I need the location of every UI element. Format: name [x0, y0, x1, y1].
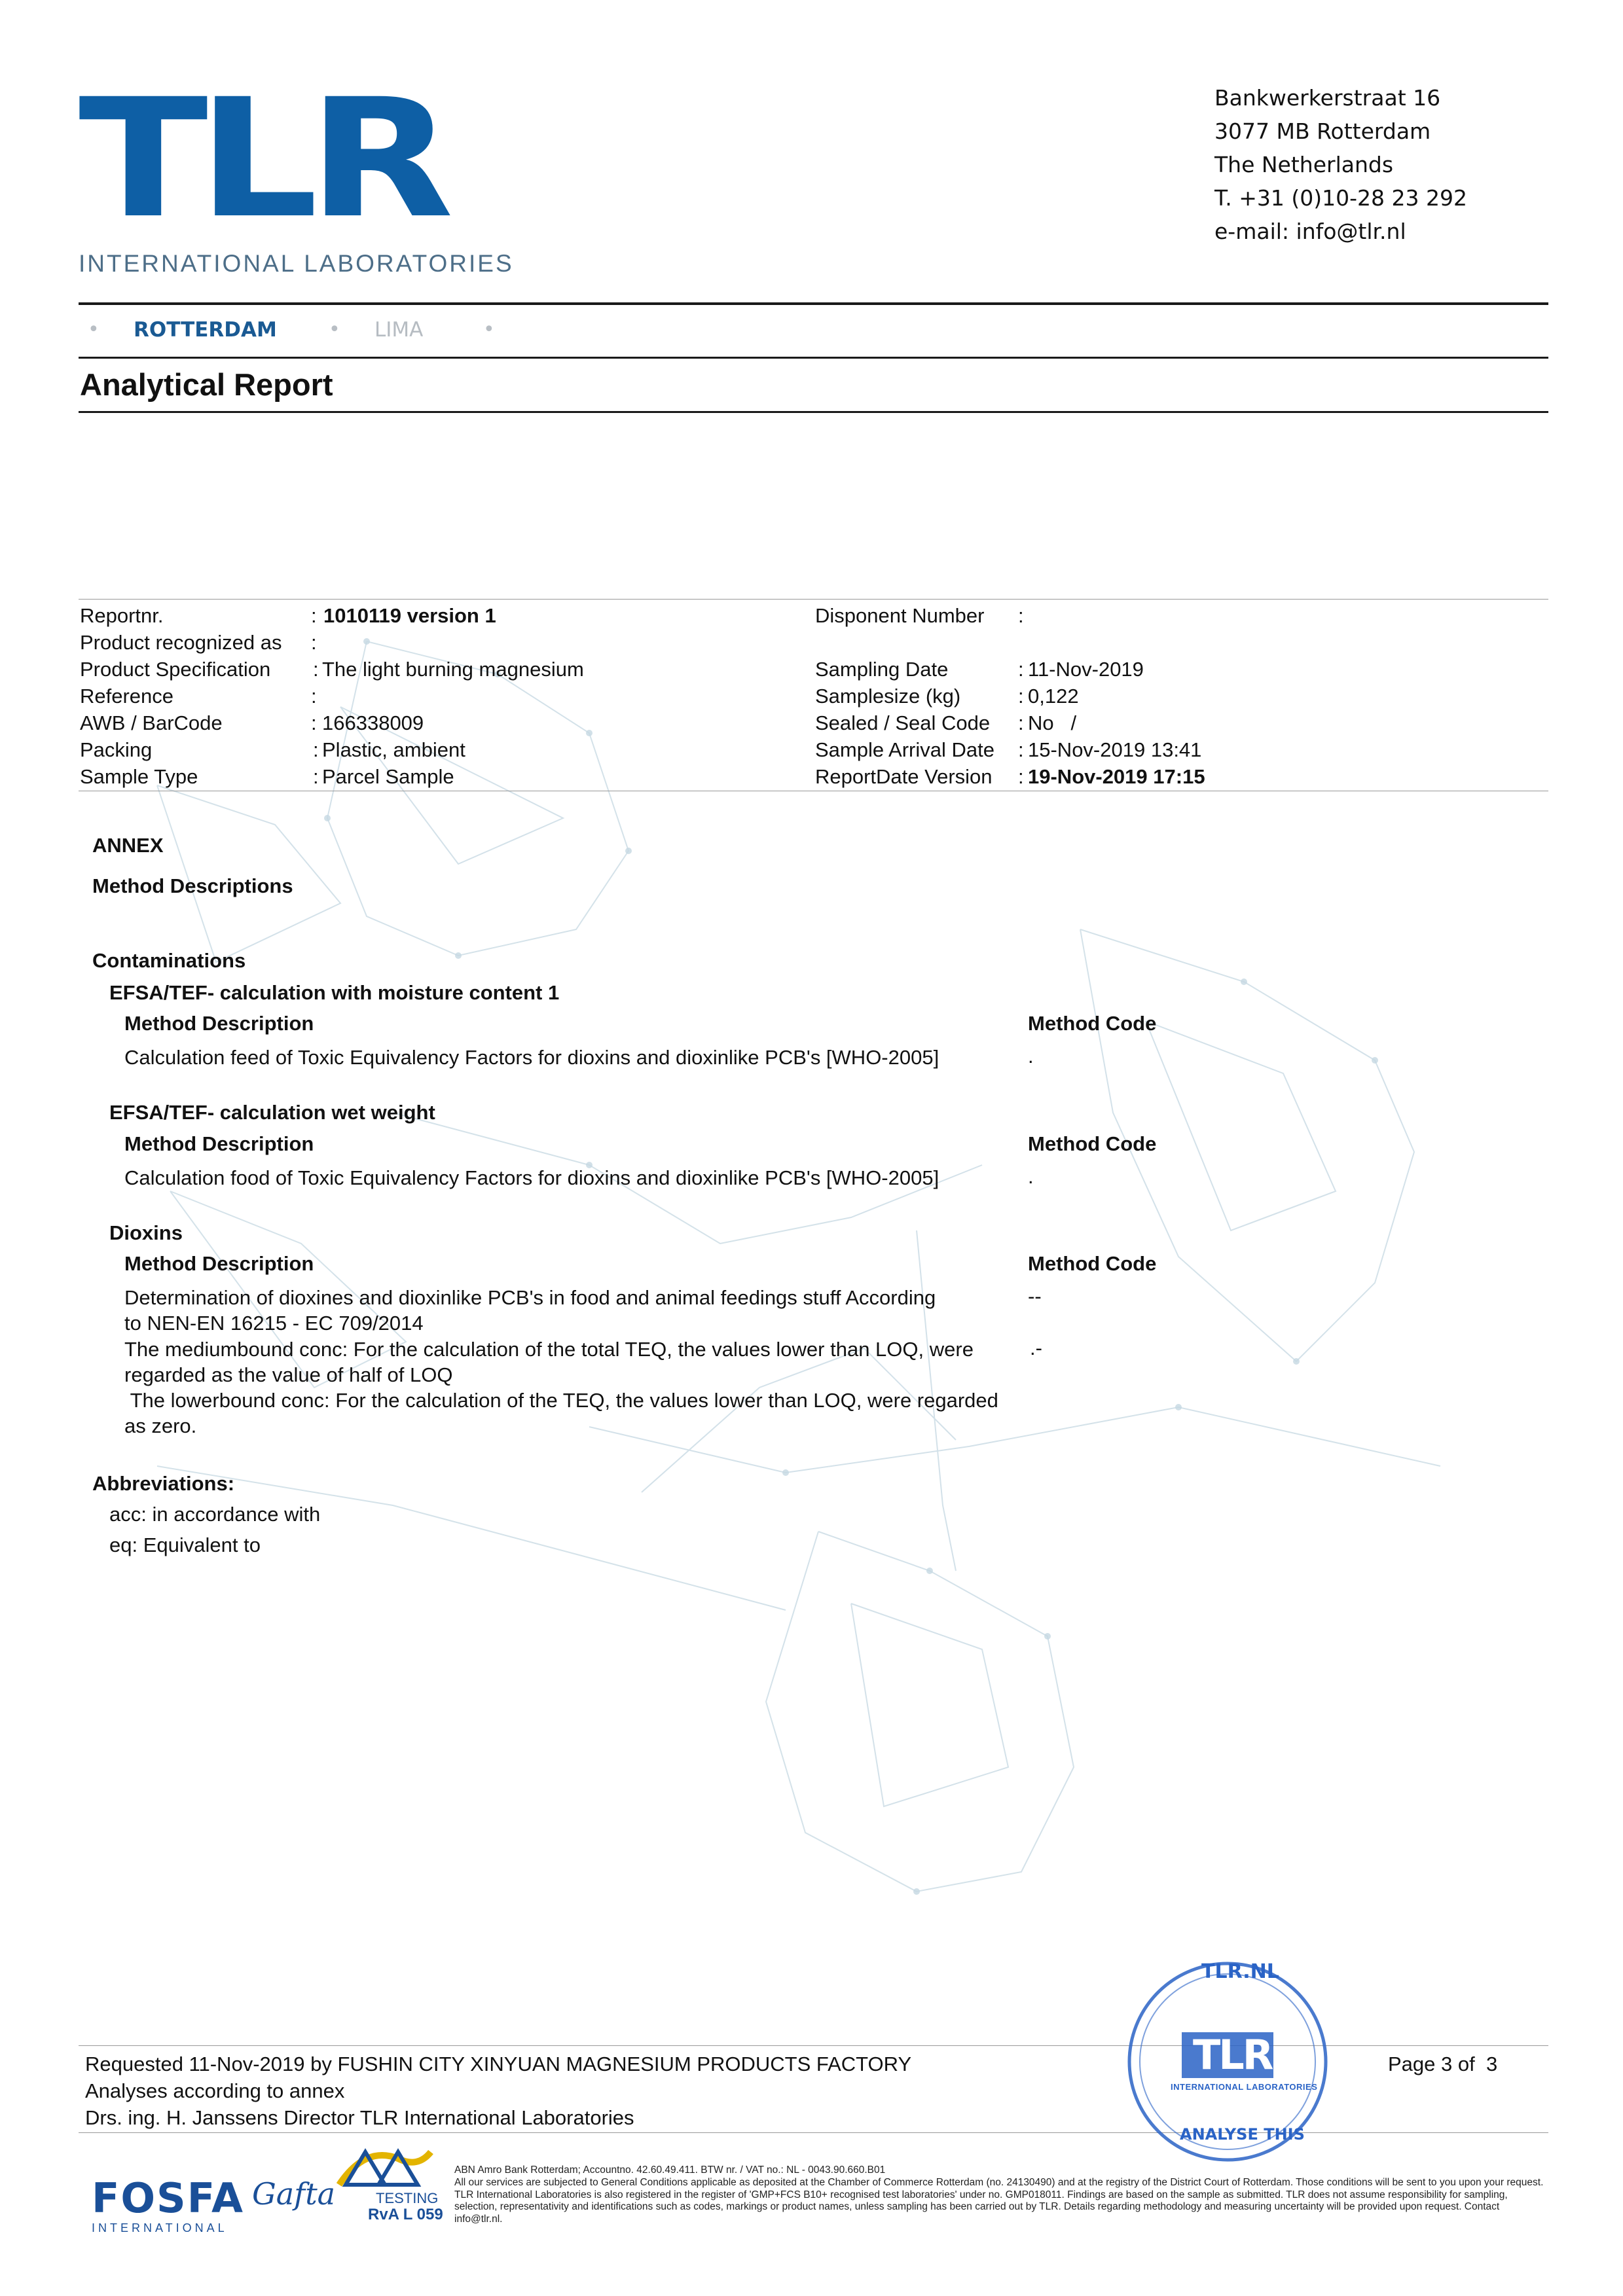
- info-label: ReportDate Version: [815, 765, 993, 788]
- seal-stamp: [1120, 1954, 1336, 2170]
- nav-lima: LIMA: [374, 318, 424, 342]
- divider: [79, 411, 1548, 413]
- fosfa-logo: [92, 2174, 244, 2235]
- col-method-description: Method Description: [124, 1132, 314, 1155]
- colon: :: [1018, 711, 1024, 734]
- method-description: Calculation feed of Toxic Equivalency Factors for dioxins and dioxinlike PCB's [WHO-2005]: [124, 1046, 939, 1069]
- bullet-icon: •: [329, 318, 340, 341]
- requested-by: Requested 11-Nov-2019 by FUSHIN CITY XINYUAN MAGNESIUM PRODUCTS FACTORY: [85, 2053, 912, 2075]
- group-title: EFSA/TEF- calculation wet weight: [109, 1101, 435, 1124]
- logo-text: TLR: [79, 63, 444, 254]
- address-line: e-mail: info@tlr.nl: [1214, 219, 1406, 244]
- address-line: 3077 MB Rotterdam: [1214, 118, 1431, 144]
- info-value: Parcel Sample: [322, 765, 454, 788]
- col-method-code: Method Code: [1028, 1012, 1157, 1035]
- method-code: .-: [1030, 1336, 1042, 1359]
- method-description: Calculation food of Toxic Equivalency Factors for dioxins and dioxinlike PCB's [WHO-2005]: [124, 1166, 939, 1189]
- report-date: 19-Nov-2019 17:15: [1028, 765, 1205, 788]
- rva-icon: [333, 2139, 444, 2191]
- legal-terms: All our services are subjected to General Conditions applicable as deposited at the Chamber of Commerce Rotterdam (no. 24130490) and at the registry of the District Court of Rotterdam. Those conditions will be sent to you upon your request. TLR International Laboratories is also registered in the register of 'GMP+FCS B10+ recognised test laboratories' under no. GMP018011. Findings are based on the sample as submitted. TLR does not assume responsibility for sampling, selection, representativity and identifications such as codes, markings or product names, unless sampling has been carried out by TLR. Details regarding methodology and measuring uncertainty will be provided upon request. Contact info@tlr.nl.: [454, 2177, 1544, 2225]
- company-logo: [79, 63, 514, 278]
- bullet-icon: •: [88, 318, 100, 341]
- gafta-logo: Gafta: [252, 2176, 336, 2212]
- fosfa-subtitle: INTERNATIONAL: [92, 2221, 228, 2234]
- info-label: Reportnr.: [80, 604, 164, 627]
- colon: :: [311, 604, 317, 627]
- group-title: EFSA/TEF- calculation with moisture content 1: [109, 981, 560, 1004]
- abbreviation-item: eq: Equivalent to: [109, 1534, 261, 1556]
- colon: :: [1018, 738, 1024, 761]
- method-code: .: [1028, 1165, 1034, 1188]
- group-title: Dioxins: [109, 1221, 183, 1244]
- divider: [79, 302, 1548, 305]
- colon: :: [311, 685, 317, 708]
- info-value: Plastic, ambient: [322, 738, 465, 761]
- info-value: No /: [1028, 711, 1077, 734]
- info-value: 0,122: [1028, 685, 1079, 708]
- info-label: Sampling Date: [815, 658, 949, 681]
- info-label: Reference: [80, 685, 174, 708]
- info-value: 15-Nov-2019 13:41: [1028, 738, 1202, 761]
- info-value: The light burning magnesium: [322, 658, 584, 681]
- divider: [79, 599, 1548, 600]
- divider: [79, 357, 1548, 359]
- info-label: Sample Arrival Date: [815, 738, 994, 761]
- address-line: Bankwerkerstraat 16: [1214, 85, 1441, 111]
- stamp-top-text: TLR.NL: [1201, 1960, 1279, 1983]
- rva-code: RvA L 059: [368, 2206, 443, 2223]
- info-label: Product recognized as: [80, 631, 282, 654]
- info-label: Product Specification: [80, 658, 271, 681]
- colon: :: [1018, 658, 1024, 681]
- info-value: 166338009: [322, 711, 424, 734]
- method-code: .: [1028, 1045, 1034, 1067]
- annex-heading: ANNEX: [92, 834, 164, 857]
- page-title: Analytical Report: [80, 367, 333, 402]
- nav-rotterdam: ROTTERDAM: [134, 318, 277, 342]
- info-label: Disponent Number: [815, 604, 985, 627]
- col-method-description: Method Description: [124, 1252, 314, 1275]
- bullet-icon: •: [483, 318, 495, 341]
- method-description: The mediumbound conc: For the calculation of the total TEQ, the values lower than LOQ, were regarded as the value of half of LOQ: [124, 1338, 974, 1386]
- address-line: The Netherlands: [1214, 152, 1394, 177]
- stamp-logo: TLR: [1193, 2031, 1272, 2079]
- director: Drs. ing. H. Janssens Director TLR International Laboratories: [85, 2106, 634, 2129]
- fosfa-name: FOSFA: [92, 2174, 244, 2222]
- abbreviation-item: acc: in accordance with: [109, 1503, 321, 1526]
- contaminations-heading: Contaminations: [92, 949, 246, 972]
- colon: :: [313, 738, 319, 761]
- info-label: AWB / BarCode: [80, 711, 223, 734]
- colon: :: [313, 765, 319, 788]
- colon: :: [1018, 685, 1024, 708]
- info-label: Samplesize (kg): [815, 685, 961, 708]
- col-method-code: Method Code: [1028, 1132, 1157, 1155]
- info-label: Sealed / Seal Code: [815, 711, 991, 734]
- analyses-note: Analyses according to annex: [85, 2079, 345, 2102]
- col-method-description: Method Description: [124, 1012, 314, 1035]
- method-descriptions-heading: Method Descriptions: [92, 874, 293, 897]
- stamp-subtitle: INTERNATIONAL LABORATORIES: [1171, 2082, 1318, 2092]
- colon: :: [1018, 604, 1024, 627]
- bank-details: ABN Amro Bank Rotterdam; Accountno. 42.60.49.411. BTW nr. / VAT no.: NL - 0043.90.660.B01: [454, 2164, 886, 2176]
- rva-logo: [333, 2139, 444, 2231]
- colon: :: [313, 658, 319, 681]
- colon: :: [311, 711, 317, 734]
- logo-subtitle: INTERNATIONAL LABORATORIES: [79, 250, 514, 277]
- method-code: --: [1028, 1285, 1042, 1308]
- info-label: Packing: [80, 738, 153, 761]
- page-number: Page 3 of 3: [1388, 2053, 1498, 2075]
- colon: :: [311, 631, 317, 654]
- report-number: 1010119 version 1: [323, 604, 496, 627]
- stamp-bottom-text: ANALYSE THIS: [1180, 2125, 1305, 2144]
- info-value: 11-Nov-2019: [1028, 658, 1144, 681]
- rva-testing: TESTING: [376, 2190, 439, 2206]
- colon: :: [1018, 765, 1024, 788]
- col-method-code: Method Code: [1028, 1252, 1157, 1275]
- abbreviations-heading: Abbreviations:: [92, 1472, 235, 1495]
- company-address: [1214, 81, 1467, 248]
- method-description: Determination of dioxines and dioxinlike PCB's in food and animal feedings stuff According to NEN-EN 16215 - EC 709/2014: [124, 1286, 936, 1335]
- info-label: Sample Type: [80, 765, 198, 788]
- method-description: The lowerbound conc: For the calculation of the TEQ, the values lower than LOQ, were regarded as zero.: [124, 1389, 1004, 1437]
- address-line: T. +31 (0)10-28 23 292: [1214, 185, 1467, 211]
